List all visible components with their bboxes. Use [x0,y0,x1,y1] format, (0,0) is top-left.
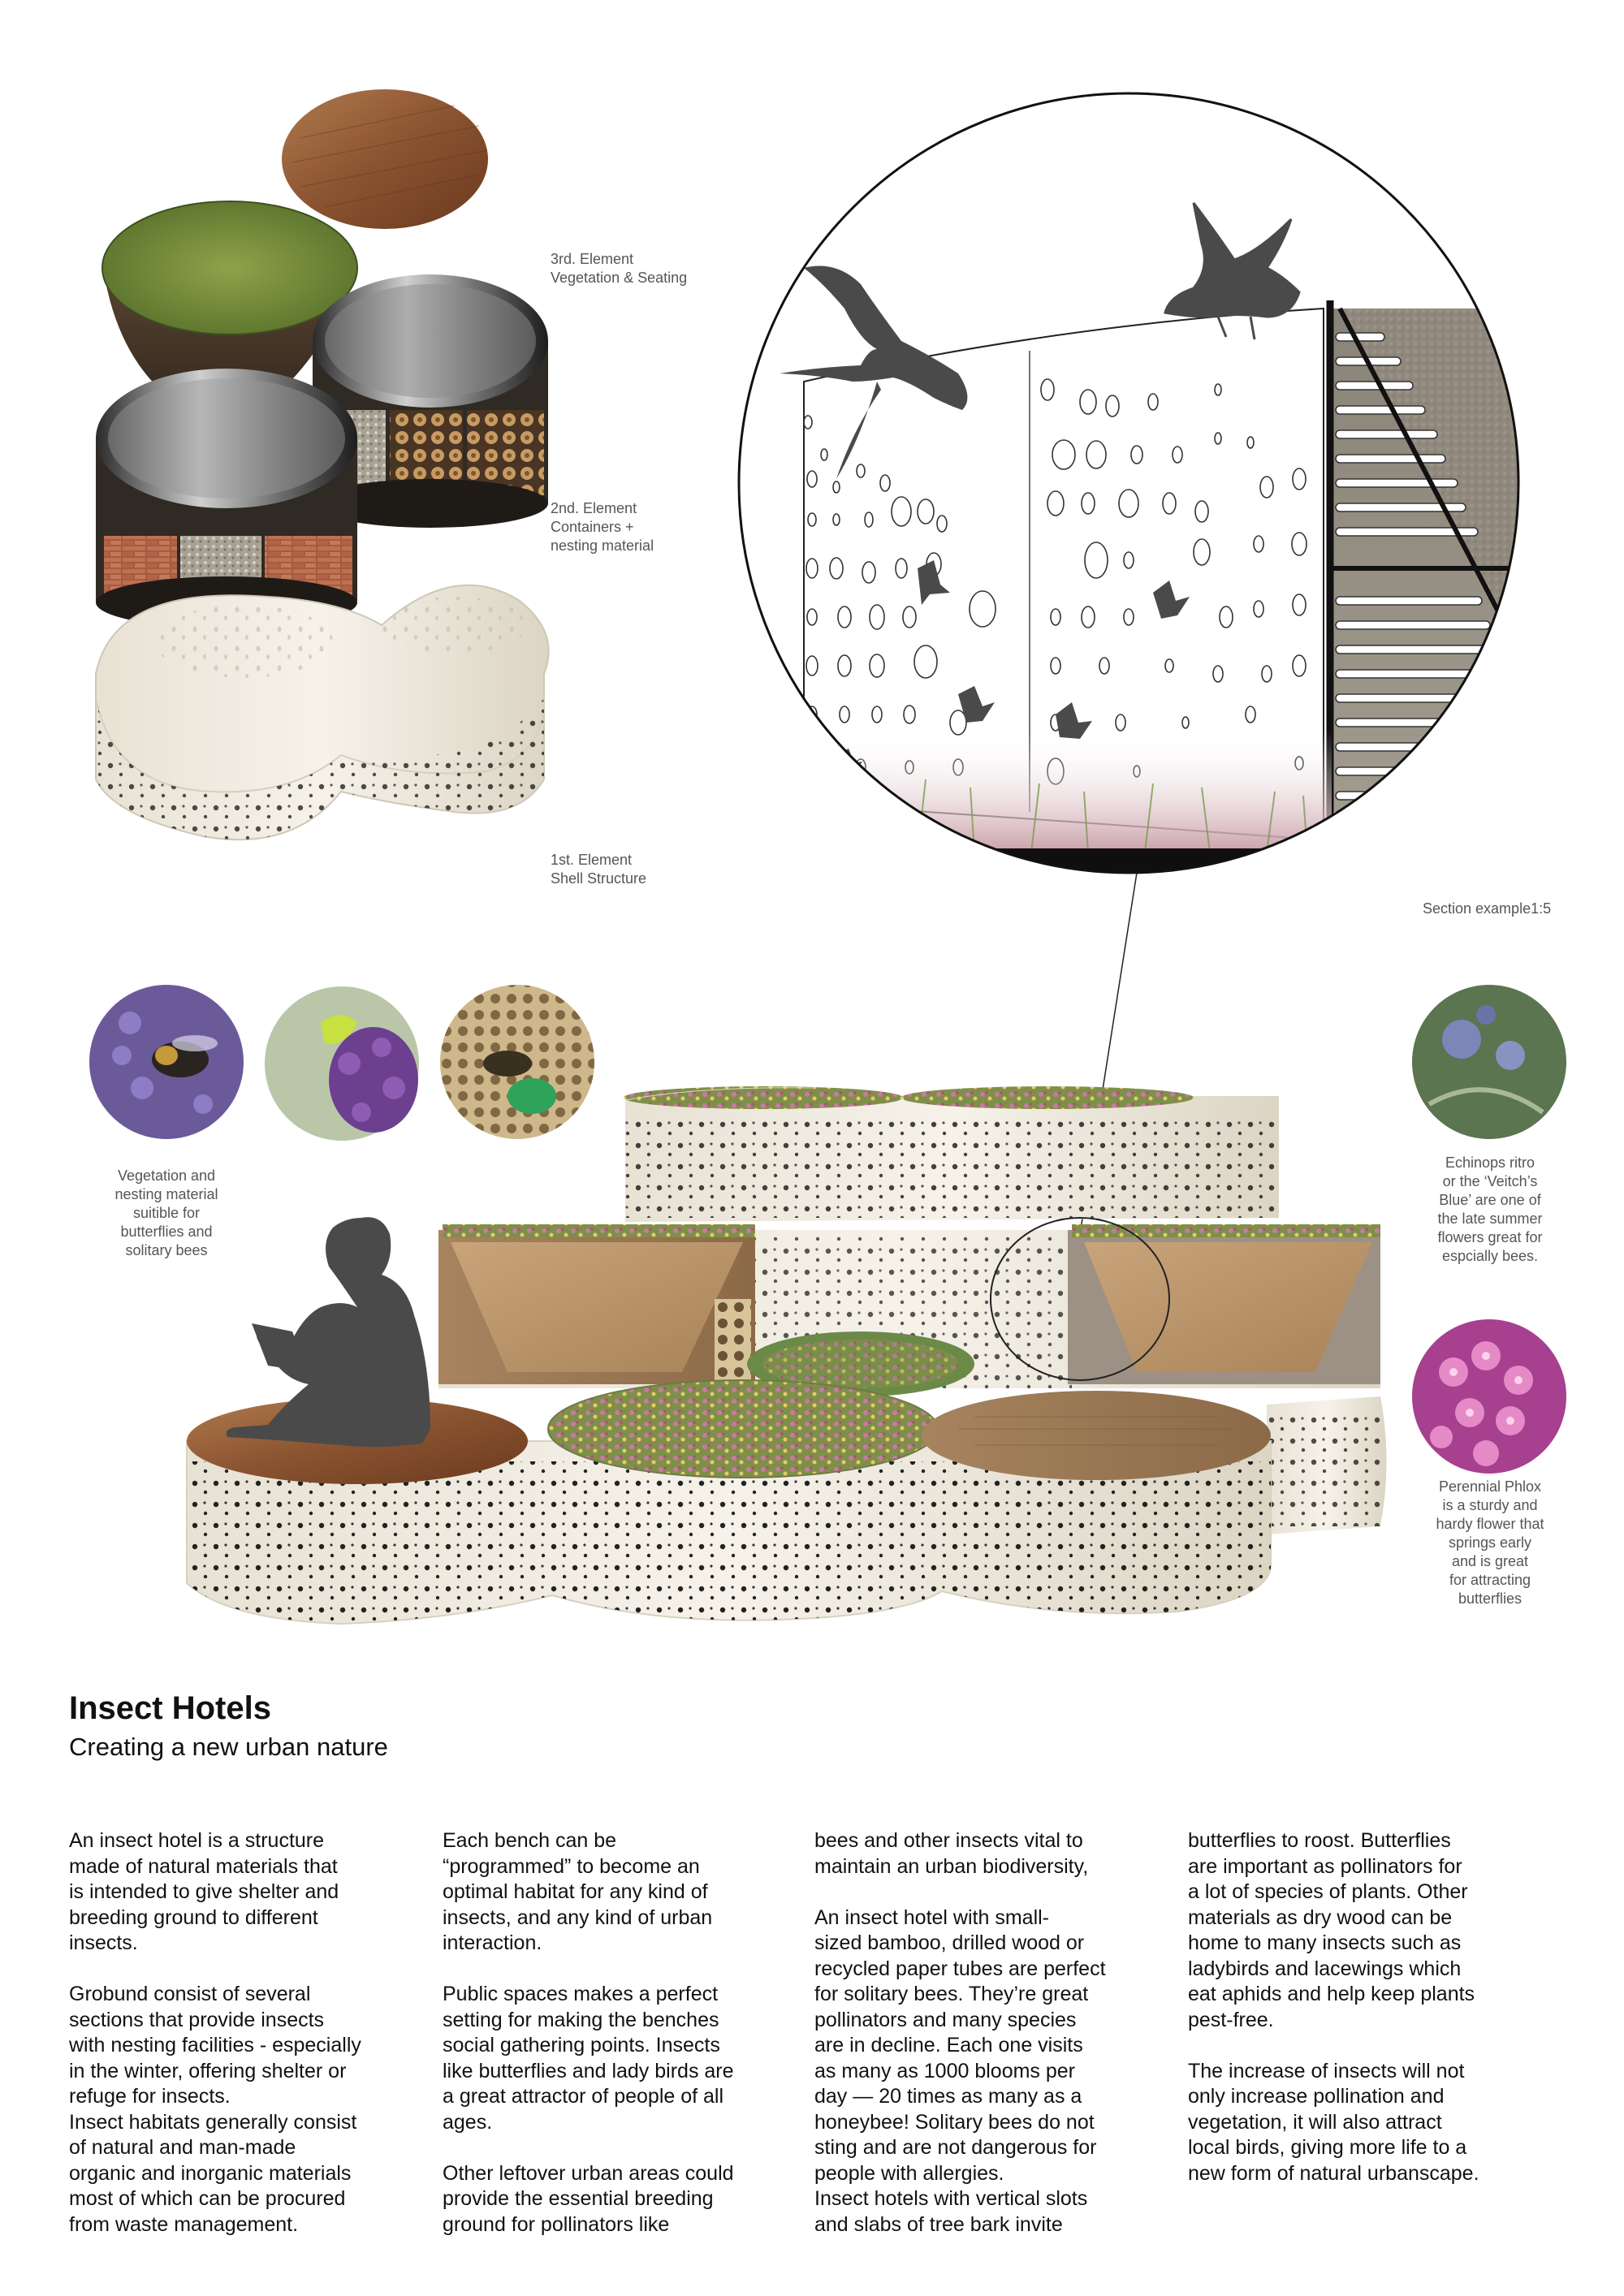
caption-line: the late summer [1437,1211,1543,1227]
caption-line: espcially bees. [1441,1248,1539,1264]
text-line: a great attractor of people of all [443,2085,724,2108]
text-column-3 [814,1828,1164,2238]
caption-line: flowers great for [1437,1229,1543,1245]
label-element-2-line1: 2nd. Element [551,500,637,516]
text-line: vegetation, it will also attract [1188,2110,1442,2134]
label-element-3-line2: Vegetation & Seating [551,270,688,286]
text-line: optimal habitat for any kind of [443,1880,708,1903]
paragraph [814,1828,1164,1880]
paragraph [1188,1828,1537,2033]
label-element-2-line2: Containers + [551,519,634,535]
text-line: Grobund consist of several [69,1983,311,2005]
caption-line: is a sturdy and [1442,1497,1538,1513]
label-element-3-line1: 3rd. Element [551,251,634,267]
text-line: breeding ground to different [69,1905,318,1929]
caption-line: Perennial Phlox [1438,1478,1542,1495]
text-line: local birds, giving more life to a [1188,2136,1467,2159]
text-line: “programmed” to become an [443,1854,700,1878]
caption-line: Echinops ritro [1445,1154,1535,1171]
text-line: insects, and any kind of urban [443,1905,713,1929]
label-element-2 [551,499,654,555]
text-line: Insect hotels with vertical slots [814,2187,1088,2210]
text-line: recycled paper tubes are perfect [814,1957,1106,1980]
paragraph [814,1905,1164,2238]
label-element-3 [551,250,687,287]
text-line: new form of natural urbanscape. [1188,2161,1479,2185]
text-line: are important as pollinators for [1188,1854,1462,1878]
perforated-shell-structure [96,585,549,839]
page-title: Insect Hotels [69,1690,271,1726]
caption-vegetation [89,1167,244,1260]
label-element-2-line3: nesting material [551,537,654,554]
caption-line: Blue’ are one of [1439,1192,1541,1208]
bench-middle-tier [438,1218,1380,1396]
text-line: materials as dry wood can be [1188,1905,1453,1929]
text-line: are in decline. Each one visits [814,2034,1083,2056]
caption-line: hardy flower that [1436,1516,1544,1532]
caption-line: Vegetation and [117,1167,216,1184]
caption-phlox [1413,1478,1567,1608]
text-line: ground for pollinators like [443,2212,670,2236]
text-line: is intended to give shelter and [69,1880,339,1903]
text-line: with nesting facilities - especially [69,2034,361,2056]
text-line: from waste management. [69,2212,299,2236]
label-element-1-line2: Shell Structure [551,870,647,887]
text-line: sting and are not dangerous for [814,2136,1097,2159]
paragraph [69,1828,418,1957]
caption-line: nesting material [114,1186,218,1202]
bench-assembly-render [187,1086,1387,1624]
text-line: social gathering points. Insects [443,2034,720,2056]
photo-bee-lavender [89,985,244,1139]
caption-line: suitible for [132,1205,201,1221]
text-line: pollinators and many species [814,2008,1077,2031]
label-element-1 [551,851,646,888]
text-line: provide the essential breeding [443,2187,714,2210]
caption-echinops [1413,1154,1567,1266]
metal-container-left [96,369,357,628]
text-line: An insect hotel with small- [814,1905,1050,1929]
text-line: Insect habitats generally consist [69,2110,357,2134]
caption-line: solitary bees [125,1242,208,1258]
text-line: An insect hotel is a structure [69,1829,325,1852]
text-line: in the winter, offering shelter or [69,2059,347,2082]
text-line: organic and inorganic materials [69,2161,352,2185]
label-section-scale: Section example1:5 [1423,900,1552,917]
text-line: ages. [443,2110,493,2134]
paragraph [1188,2059,1537,2187]
text-column-1 [69,1828,418,2238]
text-line: people with allergies. [814,2161,1004,2185]
exploded-axonometric [96,89,549,839]
caption-line: or the ‘Veitch’s [1442,1173,1538,1189]
text-line: honeybee! Solitary bees do not [814,2110,1095,2134]
text-line: eat aphids and help keep plants [1188,1983,1475,2005]
photo-butterfly-buddleia [265,986,419,1141]
page-subtitle: Creating a new urban nature [69,1733,388,1761]
text-line: and slabs of tree bark invite [814,2212,1063,2236]
text-line: Other leftover urban areas could [443,2161,734,2185]
text-line: sized bamboo, drilled wood or [814,1931,1085,1954]
text-line: for solitary bees. They’re great [814,1983,1089,2005]
label-element-1-line1: 1st. Element [551,852,633,868]
photo-echinops [1412,985,1566,1139]
text-line: made of natural materials that [69,1854,338,1878]
text-line: Public spaces makes a perfect [443,1983,719,2005]
text-column-2 [443,1828,792,2238]
text-line: of natural and man-made [69,2136,296,2159]
bench-top-tier [624,1086,1279,1222]
text-line: pest-free. [1188,2008,1274,2031]
text-line: sections that provide insects [69,2008,325,2031]
text-line: maintain an urban biodiversity, [814,1854,1089,1878]
paragraph [443,2161,792,2238]
text-line: only increase pollination and [1188,2085,1445,2108]
paragraph [69,1982,418,2238]
text-line: refuge for insects. [69,2085,231,2108]
caption-line: springs early [1448,1534,1532,1551]
caption-line: butterflies [1458,1590,1522,1607]
wood-seat-disc [282,89,488,229]
text-line: home to many insects such as [1188,1931,1462,1954]
text-line: day — 20 times as many as a [814,2085,1082,2108]
paragraph [443,1828,792,1957]
text-line: Each bench can be [443,1829,617,1852]
wood-seat-right [922,1391,1271,1480]
text-line: like butterflies and lady birds are [443,2059,734,2082]
text-line: most of which can be procured [69,2187,346,2210]
text-line: The increase of insects will not [1188,2059,1465,2082]
text-line: insects. [69,1931,138,1954]
caption-line: and is great [1451,1553,1529,1569]
caption-line: butterflies and [120,1224,213,1240]
text-line: setting for making the benches [443,2008,719,2031]
photo-phlox [1412,1319,1566,1474]
text-line: bees and other insects vital to [814,1829,1083,1852]
text-line: butterflies to roost. Butterflies [1188,1829,1451,1852]
text-line: interaction. [443,1931,542,1954]
text-line: as many as 1000 blooms per [814,2059,1076,2082]
photo-bamboo-bee-tubes [440,985,594,1139]
text-line: ladybirds and lacewings which [1188,1957,1462,1980]
text-line: a lot of species of plants. Other [1188,1880,1468,1903]
text-column-4 [1188,1828,1537,2186]
paragraph [443,1982,792,2135]
caption-line: for attracting [1449,1572,1531,1588]
